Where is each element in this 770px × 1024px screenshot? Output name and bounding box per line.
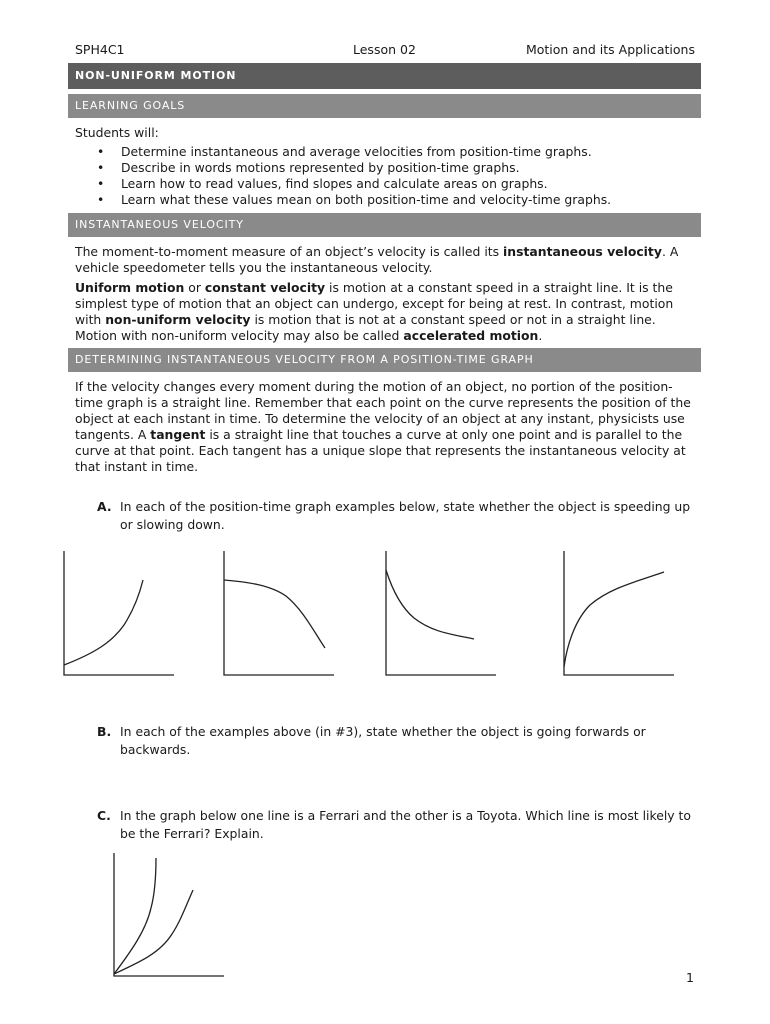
uniform-motion-paragraph: Uniform motion or constant velocity is motion at a constant speed in a straight line. It is the simplest type of motion that an object can undergo, except for being at rest. In contrast, motion with non-uniform velocity is motion that is not at a constant speed or not in a straight line. Motion with non-uniform velocity may also be called accelerated motion. bbox=[75, 280, 674, 343]
goal-item: • Determine instantaneous and average velocities from position-time graphs. bbox=[97, 144, 611, 160]
question-letter: C. bbox=[97, 808, 111, 823]
goals-intro: Students will: bbox=[75, 125, 159, 140]
tangent-paragraph: If the velocity changes every moment during the motion of an object, no portion of the position-time graph is a straight line. Remember that each point on the curve represents the position of the object at each instant in time. To determine the velocity of an object at any instant, physicists use tangents. A tangent is a straight line that touches a curve at only one point and is parallel to the curve at that point. Each tangent has a unique slope that represents the instantaneous velocity at that instant in time. bbox=[75, 379, 691, 474]
goal-item: • Learn what these values mean on both position-time and velocity-time graphs. bbox=[97, 192, 611, 208]
unit-title: Motion and its Applications bbox=[525, 42, 695, 57]
goal-item: • Describe in words motions represented by position-time graphs. bbox=[97, 160, 611, 176]
question-text: In each of the examples above (in #3), state whether the object is going forwards or backwards. bbox=[120, 724, 646, 757]
goal-item: • Learn how to read values, find slopes and calculate areas on graphs. bbox=[97, 176, 611, 192]
main-title-bar: NON-UNIFORM MOTION bbox=[68, 63, 701, 89]
instantaneous-paragraph: The moment-to-moment measure of an object’s velocity is called its instantaneous velocity. A vehicle speedometer tells you the instantaneous velocity. bbox=[75, 244, 679, 275]
page-number: 1 bbox=[686, 970, 694, 985]
question-text: In each of the position-time graph examples below, state whether the object is speeding up or slowing down. bbox=[120, 499, 691, 532]
course-code: SPH4C1 bbox=[75, 42, 125, 57]
steep-curve bbox=[114, 858, 156, 974]
gradual-curve bbox=[114, 890, 193, 974]
question-text: In the graph below one line is a Ferrari and the other is a Toyota. Which line is most likely to be the Ferrari? Explain. bbox=[120, 808, 691, 841]
determining-heading: DETERMINING INSTANTANEOUS VELOCITY FROM A POSITION-TIME GRAPH bbox=[68, 348, 701, 372]
instantaneous-velocity-heading: INSTANTANEOUS VELOCITY bbox=[68, 213, 701, 237]
question-letter: A. bbox=[97, 499, 112, 514]
lesson-label: Lesson 02 bbox=[353, 42, 416, 57]
question-letter: B. bbox=[97, 724, 112, 739]
learning-goals-heading: LEARNING GOALS bbox=[68, 94, 701, 118]
